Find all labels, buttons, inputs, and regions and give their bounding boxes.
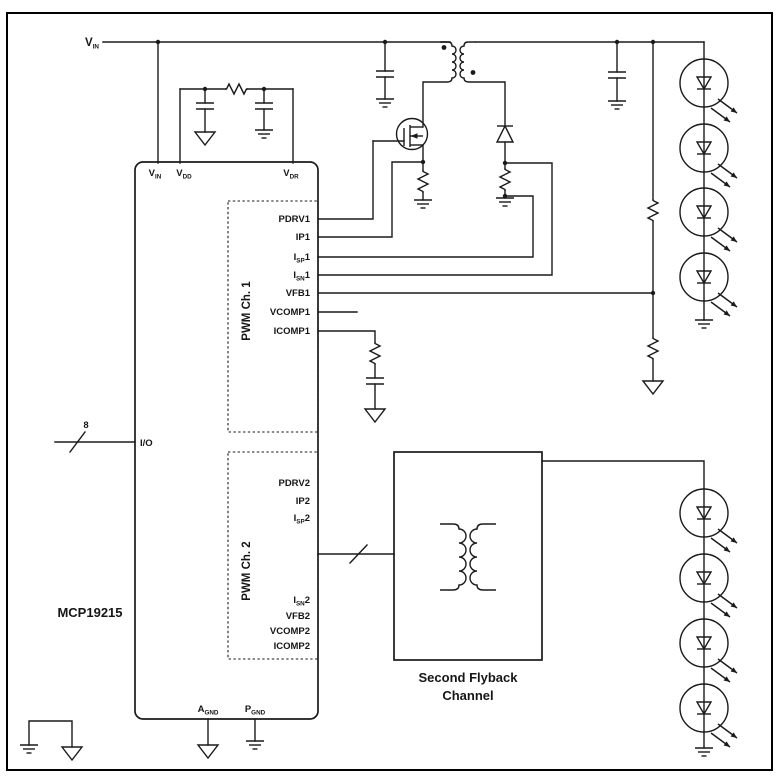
feedback-divider-1	[643, 42, 663, 394]
pin-vfb2: VFB2	[285, 611, 310, 622]
led-icon	[680, 253, 737, 316]
pin-pgnd: $P_{GND}$	[244, 704, 266, 717]
second-flyback-label-2: Channel	[442, 688, 494, 703]
pin-isn1: $I_{SN}1$	[293, 270, 310, 283]
nmos-transistor	[373, 82, 428, 170]
bus-width-label: 8	[83, 420, 89, 431]
filter-resistor-icon	[225, 84, 248, 94]
earth-ground-icon	[255, 130, 273, 138]
pin-isp2: $I_{SP}2$	[293, 513, 310, 526]
pin-vdr: $V_{DR}$	[283, 168, 299, 181]
pwm2-title: PWM Ch. 2	[241, 541, 253, 601]
pwm1-title: PWM Ch. 1	[241, 281, 253, 341]
pin-vcomp2: VCOMP2	[269, 626, 310, 637]
pin-isp1: $I_{SP}1$	[293, 252, 310, 265]
pwm2-bus	[318, 545, 394, 563]
flyback-transformer-2	[440, 524, 496, 590]
analog-ground-icon	[195, 132, 215, 145]
led-icon	[680, 554, 737, 617]
pin-icomp2: ICOMP2	[273, 641, 310, 652]
pin-ip1: IP1	[295, 232, 310, 243]
agnd-connection	[198, 719, 218, 758]
earth-ground-icon	[246, 741, 264, 749]
pin-agnd: $A_{GND}$	[197, 704, 219, 717]
pin-pdrv2: PDRV2	[278, 478, 310, 489]
rectifier-diode	[497, 82, 513, 168]
earth-ground-icon	[695, 320, 713, 328]
pin-vcomp1: VCOMP1	[269, 307, 310, 318]
vdd-vdr-filter	[180, 84, 293, 163]
input-capacitor	[376, 42, 394, 107]
led-string-1	[680, 42, 737, 328]
vin-source-label: $V_{IN}$	[85, 37, 99, 51]
flyback-transformer-1	[423, 42, 505, 82]
analog-ground-icon	[198, 745, 218, 758]
ic-name-label: MCP19215	[57, 605, 123, 620]
earth-ground-icon	[608, 101, 626, 109]
led-icon	[680, 619, 737, 682]
pgnd-connection	[246, 719, 264, 749]
earth-ground-icon	[496, 198, 514, 206]
analog-ground-icon	[62, 747, 82, 760]
pin-pdrv1: PDRV1	[278, 214, 310, 225]
io-bus	[55, 432, 135, 452]
analog-ground-icon	[643, 381, 663, 394]
led-icon	[680, 188, 737, 251]
earth-ground-icon	[695, 748, 713, 756]
pin-icomp1: ICOMP1	[273, 326, 310, 337]
phase-dot-primary	[442, 45, 447, 50]
second-flyback-box	[394, 452, 542, 660]
ground-tie	[20, 721, 82, 760]
pin-vdd: $V_{DD}$	[176, 168, 192, 181]
analog-ground-icon	[365, 409, 385, 422]
pin-isn2: $I_{SN}2$	[293, 595, 310, 608]
second-flyback-label-1: Second Flyback	[418, 670, 518, 685]
phase-dot-secondary	[471, 70, 476, 75]
led-icon	[680, 684, 737, 747]
pwm1-wiring	[318, 141, 653, 342]
earth-ground-icon	[20, 745, 38, 753]
pin-vfb1: VFB1	[285, 288, 310, 299]
led-icon	[680, 489, 737, 552]
pin-ip2: IP2	[295, 496, 310, 507]
output-capacitor-1	[608, 42, 626, 109]
figure-border	[7, 13, 772, 770]
earth-ground-icon	[376, 99, 394, 107]
icomp1-network	[365, 342, 385, 422]
pin-vin: $V_{IN}$	[148, 168, 162, 181]
led-icon	[680, 59, 737, 122]
earth-ground-icon	[414, 200, 432, 208]
led-string-2	[542, 461, 737, 756]
led-icon	[680, 124, 737, 187]
pin-io: I/O	[140, 438, 153, 449]
